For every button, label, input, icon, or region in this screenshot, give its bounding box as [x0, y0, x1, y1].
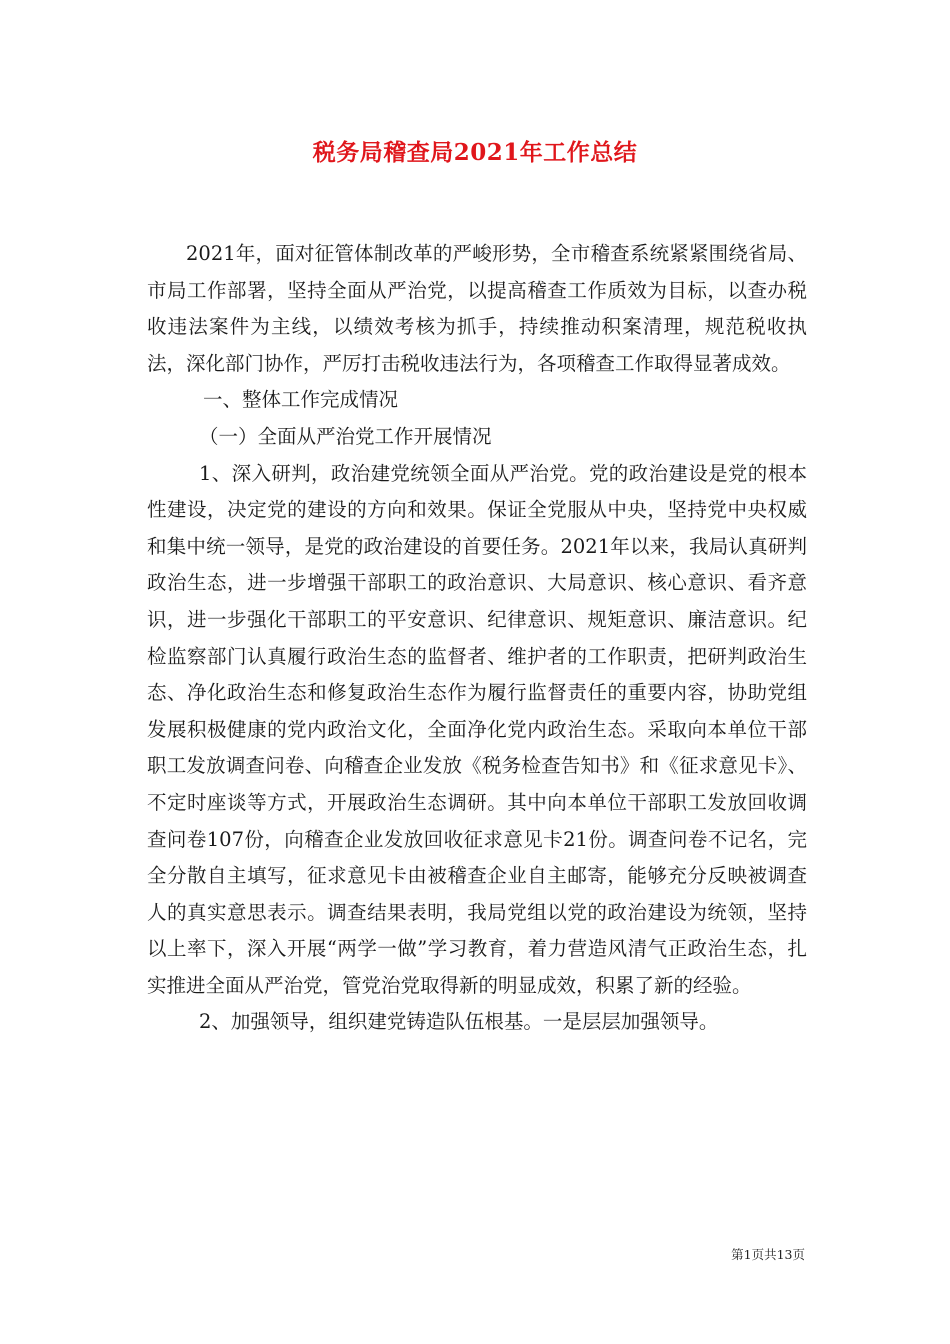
item-2-paragraph: 2、加强领导，组织建党铸造队伍根基。一是层层加强领导。	[199, 1010, 719, 1034]
document-title: 税务局稽查局2021年工作总结	[312, 139, 638, 166]
page-footer: 第1页共13页	[731, 1247, 805, 1262]
document-body	[147, 236, 807, 1041]
subsection-heading: （一）全面从严治党工作开展情况	[199, 424, 492, 448]
intro-paragraph: 2021年，面对征管体制改革的严峻形势，全市稽查系统紧紧围绕省局、市局工作部署，坚持全面从严治党，以提高稽查工作质效为目标，以查办税收违法案件为主线，以绩效考核为抓手，持续推动积案清理，规范税收执法，深化部门协作，严厉打击税收违法行为，各项稽查工作取得显著成效。	[147, 242, 807, 375]
item-1-paragraph: 1、深入研判，政治建党统领全面从严治党。党的政治建设是党的根本性建设，决定党的建设的方向和效果。保证全党服从中央，坚持党中央权威和集中统一领导，是党的政治建设的首要任务。2021年以来，我局认真研判政治生态，进一步增强干部职工的政治意识、大局意识、核心意识、看齐意识，进一步强化干部职工的平安意识、纪律意识、规矩意识、廉洁意识。纪检监察部门认真履行政治生态的监督者、维护者的工作职责，把研判政治生态、净化政治生态和修复政治生态作为履行监督责任的重要内容，协助党组发展积极健康的党内政治文化，全面净化党内政治生态。采取向本单位干部职工发放调查问卷、向稽查企业发放《税务检查告知书》和《征求意见卡》、不定时座谈等方式，开展政治生态调研。其中向本单位干部职工发放回收调查问卷107份，向稽查企业发放回收征求意见卡21份。调查问卷不记名，完全分散自主填写，征求意见卡由被稽查企业自主邮寄，能够充分反映被调查人的真实意思表示。调查结果表明，我局党组以党的政治建设为统领，坚持以上率下，深入开展“两学一做”学习教育，着力营造风清气正政治生态，扎实推进全面从严治党，管党治党取得新的明显成效，积累了新的经验。	[147, 461, 807, 997]
section-heading: 一、整体工作完成情况	[203, 388, 399, 412]
